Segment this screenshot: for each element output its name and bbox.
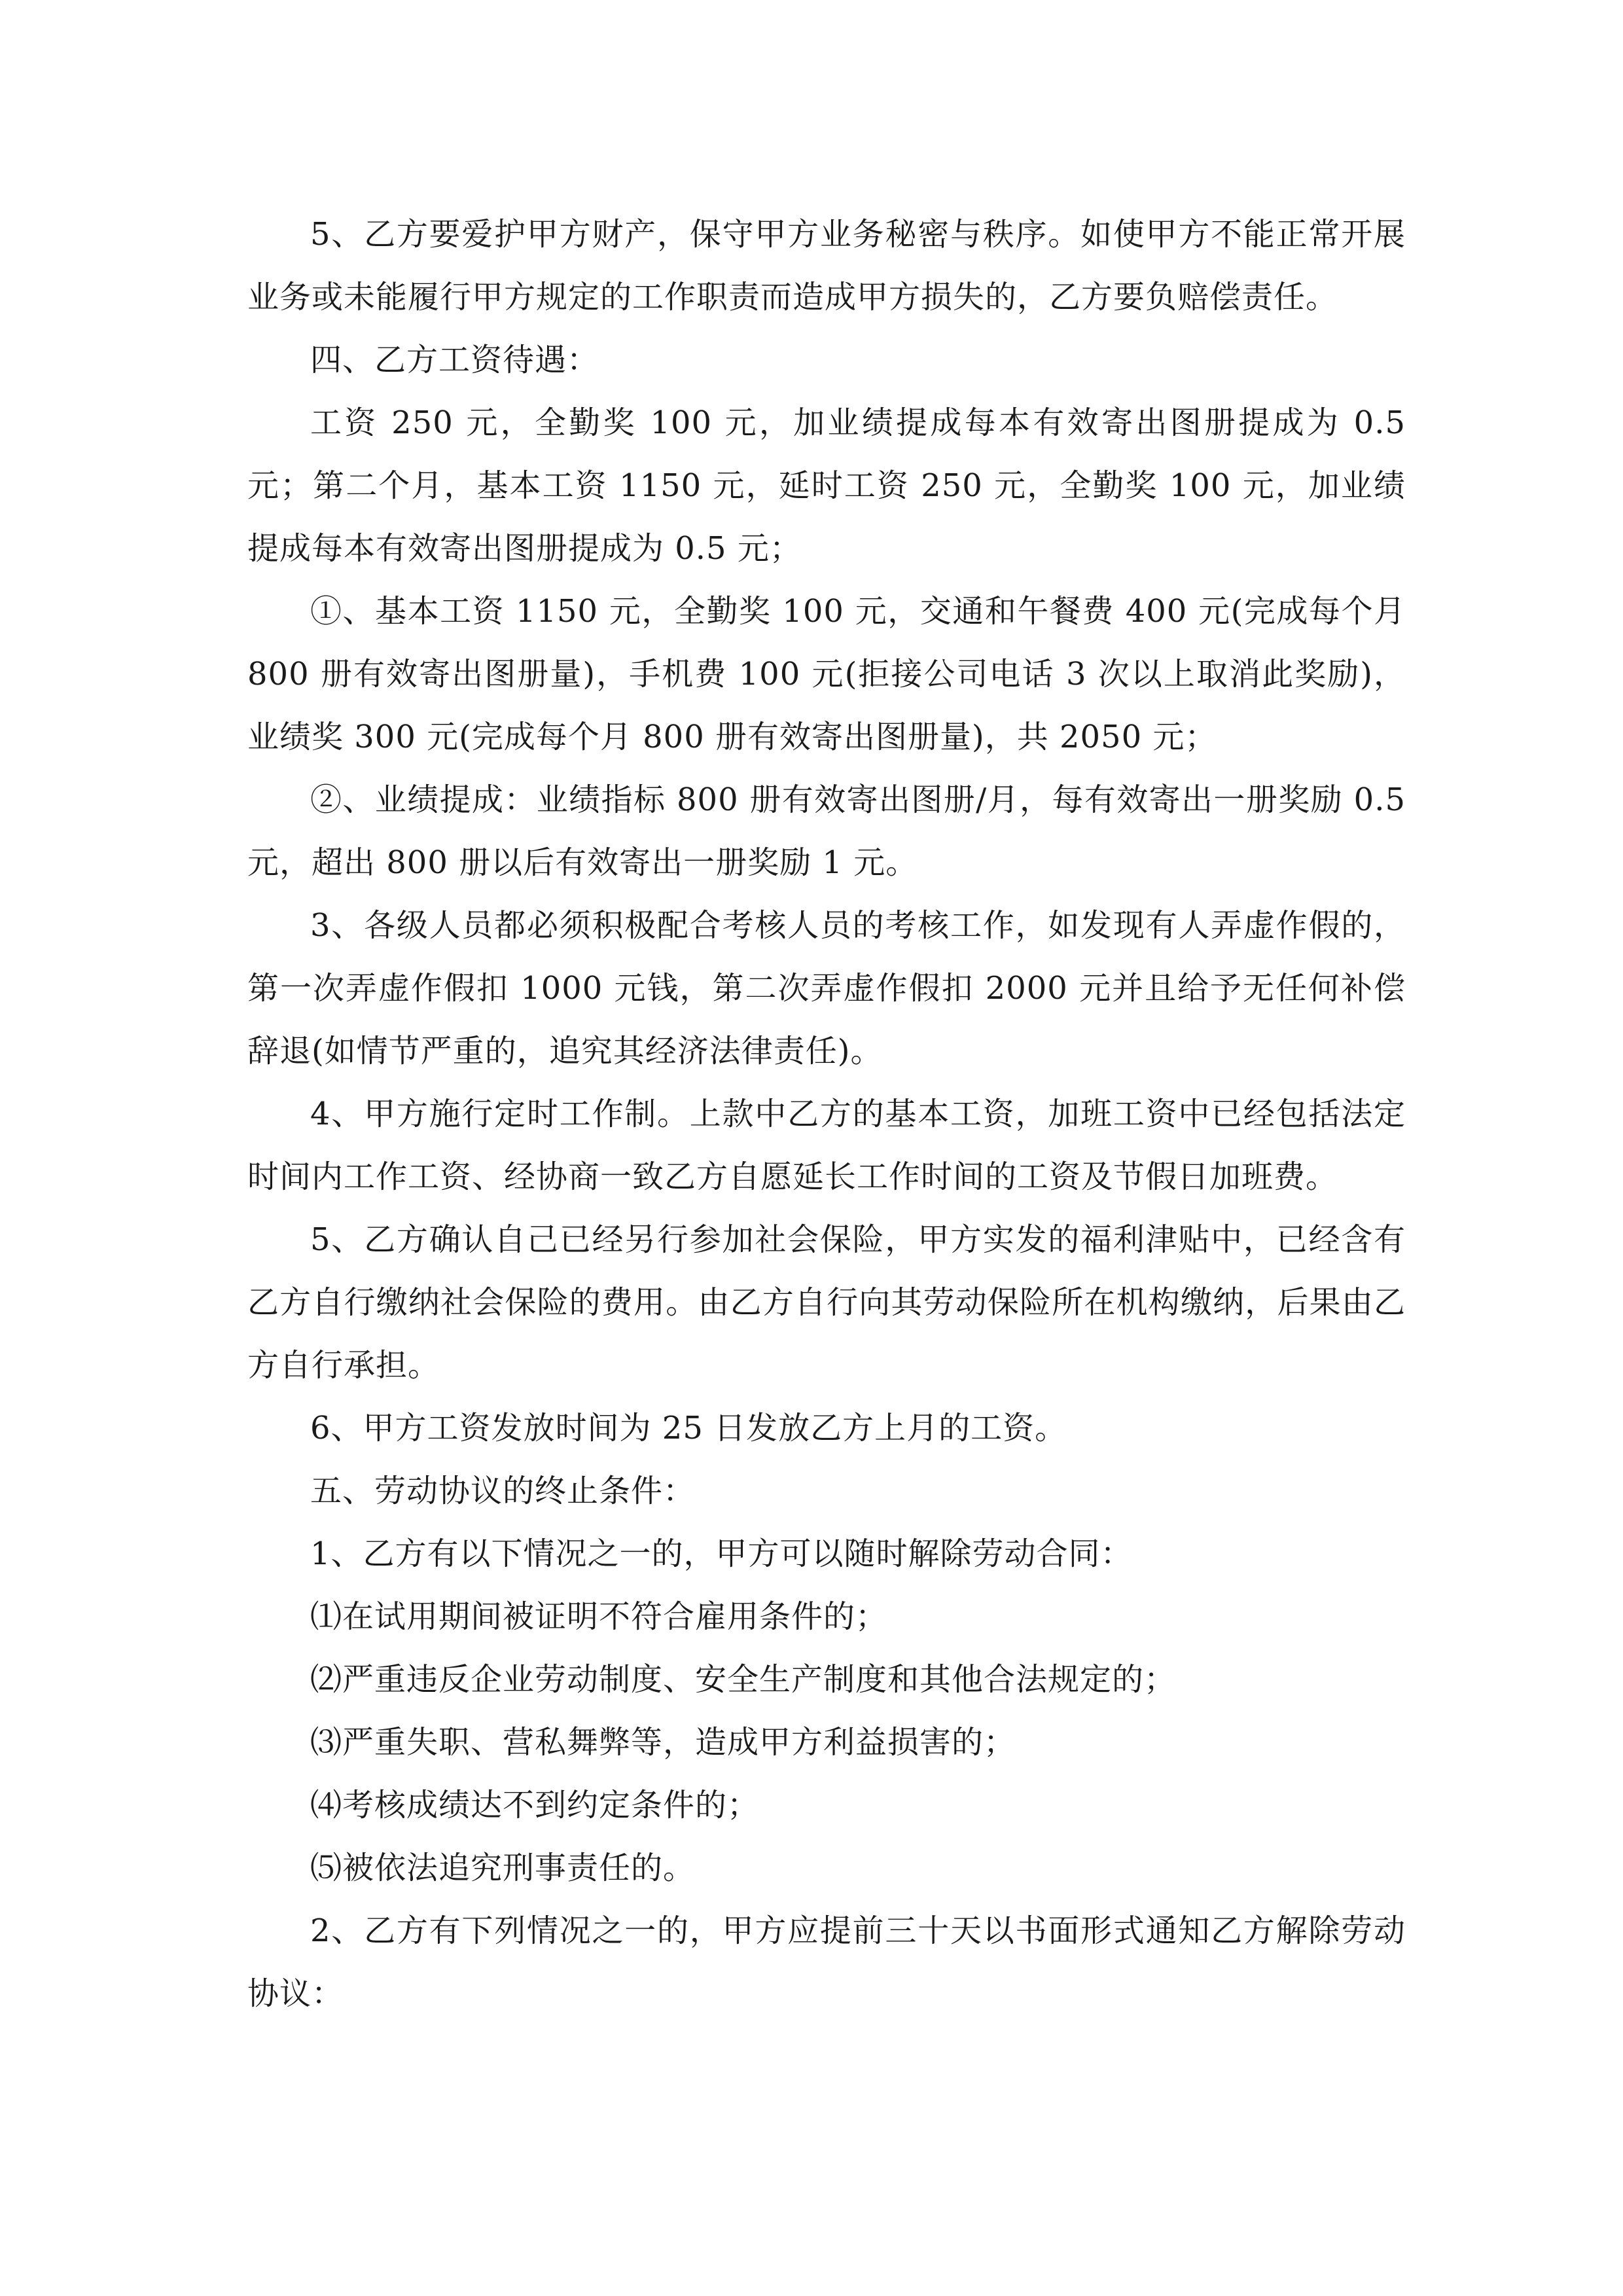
paragraph-working-hours-clause: 4、甲方施行定时工作制。上款中乙方的基本工资，加班工资中已经包括法定时间内工作工资、经协商一致乙方自愿延长工作时间的工资及节假日加班费。 (247, 1096, 1406, 1195)
paragraph-performance-bonus-item: ②、业绩提成：业绩指标 800 册有效寄出图册/月，每有效寄出一册奖励 0.5 元，超出 800 册以后有效寄出一册奖励 1 元。 (247, 781, 1406, 881)
paragraph-base-salary-item: ①、基本工资 1150 元，全勤奖 100 元，交通和午餐费 400 元(完成每个月 800 册有效寄出图册量)，手机费 100 元(拒接公司电话 3 次以上取消此奖励)，业绩奖 300 元(完成每个月 800 册有效寄出图册量)，共 2050 元； (247, 593, 1406, 755)
paragraph-payday-clause: 6、甲方工资发放时间为 25 日发放乙方上月的工资。 (310, 1410, 1067, 1446)
paragraph-termination-immediate: 1、乙方有以下情况之一的，甲方可以随时解除劳动合同： (310, 1535, 1133, 1572)
list-item-misconduct: ⑶严重失职、营私舞弊等，造成甲方利益损害的； (310, 1724, 1016, 1761)
paragraph-social-insurance-clause: 5、乙方确认自己已经另行参加社会保险，甲方实发的福利津贴中，已经含有乙方自行缴纳社会保险的费用。由乙方自行向其劳动保险所在机构缴纳，后果由乙方自行承担。 (247, 1221, 1406, 1384)
paragraph-wage-details: 工资 250 元，全勤奖 100 元，加业绩提成每本有效寄出图册提成为 0.5 元；第二个月，基本工资 1150 元，延时工资 250 元，全勤奖 100 元，加业绩提成每本有效寄出图册提成为 0.5 元； (247, 404, 1406, 567)
document-page (247, 203, 1406, 2025)
paragraph-compensation-clause: 5、乙方要爱护甲方财产，保守甲方业务秘密与秩序。如使甲方不能正常开展业务或未能履行甲方规定的工作职责而造成甲方损失的，乙方要负赔偿责任。 (247, 216, 1406, 315)
list-item-rule-violation: ⑵严重违反企业劳动制度、安全生产制度和其他合法规定的； (310, 1661, 1177, 1698)
section-heading-wages: 四、乙方工资待遇： (310, 342, 599, 378)
section-heading-termination: 五、劳动协议的终止条件： (310, 1473, 696, 1509)
paragraph-termination-notice: 2、乙方有下列情况之一的，甲方应提前三十天以书面形式通知乙方解除劳动协议： (247, 1912, 1406, 2012)
paragraph-assessment-clause: 3、各级人员都必须积极配合考核人员的考核工作，如发现有人弄虚作假的，第一次弄虚作假扣 1000 元钱，第二次弄虚作假扣 2000 元并且给予无任何补偿辞退(如情节严重的，追究其经济法律责任)。 (247, 907, 1406, 1069)
list-item-assessment-failure: ⑷考核成绩达不到约定条件的； (310, 1787, 760, 1823)
list-item-criminal-liability: ⑸被依法追究刑事责任的。 (310, 1850, 696, 1886)
list-item-probation: ⑴在试用期间被证明不符合雇用条件的； (310, 1598, 888, 1635)
